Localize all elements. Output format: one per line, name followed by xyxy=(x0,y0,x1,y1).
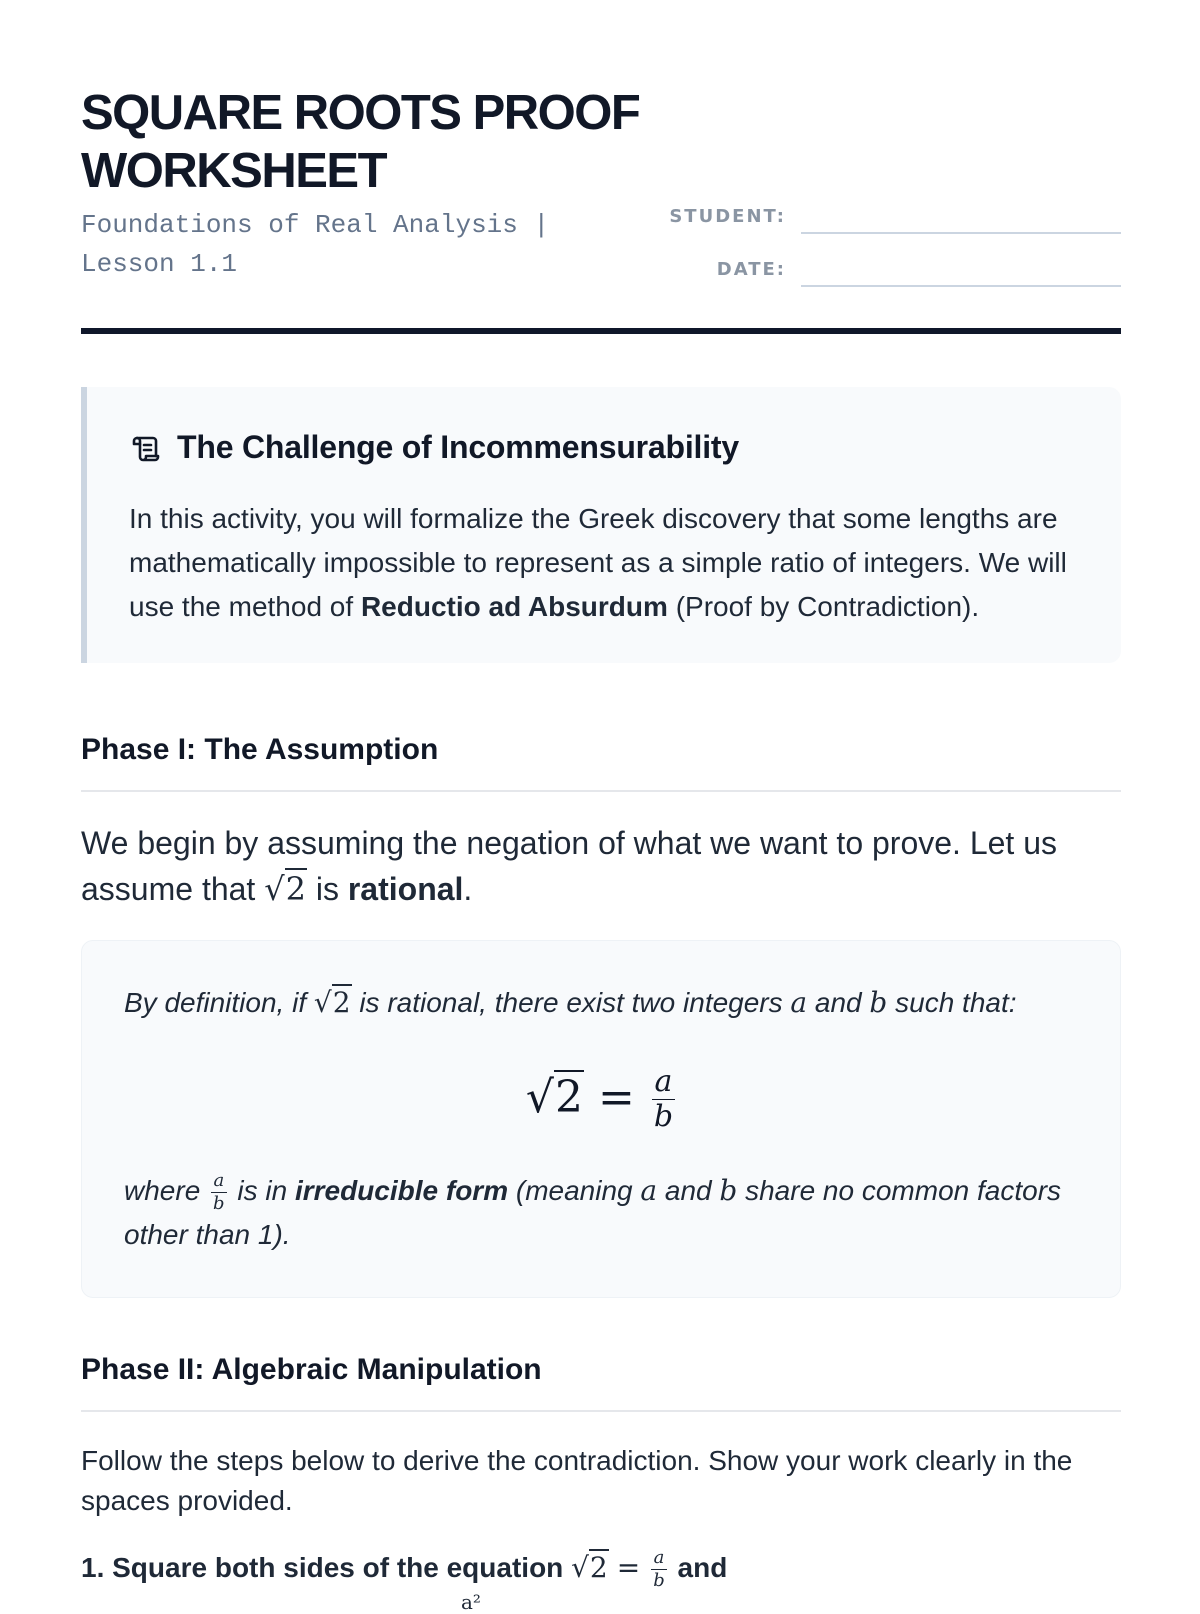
header-divider xyxy=(81,328,1121,334)
phase-2-heading: Phase II: Algebraic Manipulation xyxy=(81,1353,542,1386)
main-equation xyxy=(82,1064,1122,1134)
student-field[interactable] xyxy=(661,196,1121,236)
step-1-text-end: and xyxy=(669,1552,728,1583)
date-line[interactable] xyxy=(801,285,1121,287)
phase-1-divider xyxy=(81,790,1121,792)
sqrt-two: √2 xyxy=(525,1071,583,1123)
equals-sign: = xyxy=(597,1071,635,1123)
variable-b: b xyxy=(719,1174,738,1207)
intro-callout xyxy=(81,387,1121,663)
step-1-label: 1. Square both sides of the equation xyxy=(81,1552,572,1583)
irreducible-note xyxy=(124,1169,1084,1257)
step-1-overflow xyxy=(81,1590,1121,1614)
radicand: 2 xyxy=(554,1071,583,1123)
numerator: a xyxy=(653,1547,665,1569)
denominator: b xyxy=(213,1193,225,1215)
variable-b: b xyxy=(869,986,888,1019)
worksheet-page xyxy=(81,0,1121,1614)
step-1 xyxy=(81,1546,1121,1590)
intro-body xyxy=(129,497,1074,629)
date-field[interactable] xyxy=(661,249,1121,289)
definition-text-end: such that: xyxy=(887,987,1017,1018)
step-1-cut-math: a² xyxy=(461,1590,481,1614)
definition-and: and xyxy=(807,987,870,1018)
phase-1-heading: Phase I: The Assumption xyxy=(81,733,439,766)
note-and: and xyxy=(657,1175,720,1206)
numerator: a xyxy=(213,1170,225,1192)
sqrt-two: √2 xyxy=(571,1551,608,1584)
variable-a: a xyxy=(640,1174,658,1207)
assumption-text-end: . xyxy=(463,871,473,907)
radicand: 2 xyxy=(285,870,306,908)
intro-text: In this activity, you will formalize the Greek discovery that some lengths are mathematically impossible to represent as a simple ratio of integers. We will use the method of xyxy=(129,503,1067,622)
note-text: where xyxy=(124,1175,209,1206)
phase-2-intro: Follow the steps below to derive the contradiction. Show your work clearly in the spaces provided. xyxy=(81,1445,1073,1516)
radicand: 2 xyxy=(589,1551,608,1584)
assumption-text-mid: is xyxy=(306,871,348,907)
worksheet-header xyxy=(81,0,1121,336)
intro-heading xyxy=(129,429,739,466)
assumption-text: We begin by assuming the negation of what we want to prove. Let us assume that xyxy=(81,825,1057,907)
assumption-keyword: rational xyxy=(347,871,464,907)
intro-title: The Challenge of Incommensurability xyxy=(177,429,739,465)
equals-sign: = xyxy=(616,1551,641,1584)
student-label: STUDENT: xyxy=(669,206,786,227)
radicand: 2 xyxy=(332,986,351,1019)
date-label: DATE: xyxy=(716,259,786,280)
intro-method: Reductio ad Absurdum xyxy=(360,591,668,622)
numerator: a xyxy=(654,1064,673,1099)
note-text-paren: (meaning xyxy=(508,1175,641,1206)
definition-line xyxy=(124,981,1084,1025)
assumption-paragraph xyxy=(81,820,1121,912)
fraction-a-over-b xyxy=(651,1549,667,1590)
definition-text-mid: is rational, there exist two integers xyxy=(351,987,791,1018)
scroll-icon xyxy=(129,431,163,465)
variable-a: a xyxy=(790,986,808,1019)
denominator: b xyxy=(653,1570,665,1592)
note-keyword: irreducible form xyxy=(294,1175,509,1206)
sqrt-two: √2 xyxy=(313,986,351,1019)
sqrt-two: √2 xyxy=(264,870,306,908)
page-subtitle: Foundations of Real Analysis | Lesson 1.1 xyxy=(81,210,550,279)
definition-box xyxy=(81,940,1121,1298)
fraction-a-over-b xyxy=(652,1064,675,1134)
page-title: SQUARE ROOTS PROOF WORKSHEET xyxy=(81,86,640,198)
note-text-end: share no common factors other than 1). xyxy=(124,1175,1062,1251)
student-line[interactable] xyxy=(801,232,1121,234)
intro-text-end: (Proof by Contradiction). xyxy=(667,591,980,622)
fraction-a-over-b xyxy=(211,1172,227,1213)
denominator: b xyxy=(653,1099,674,1134)
definition-text: By definition, if xyxy=(124,987,314,1018)
phase-2-divider xyxy=(81,1410,1121,1412)
note-text-mid: is in xyxy=(229,1175,295,1206)
